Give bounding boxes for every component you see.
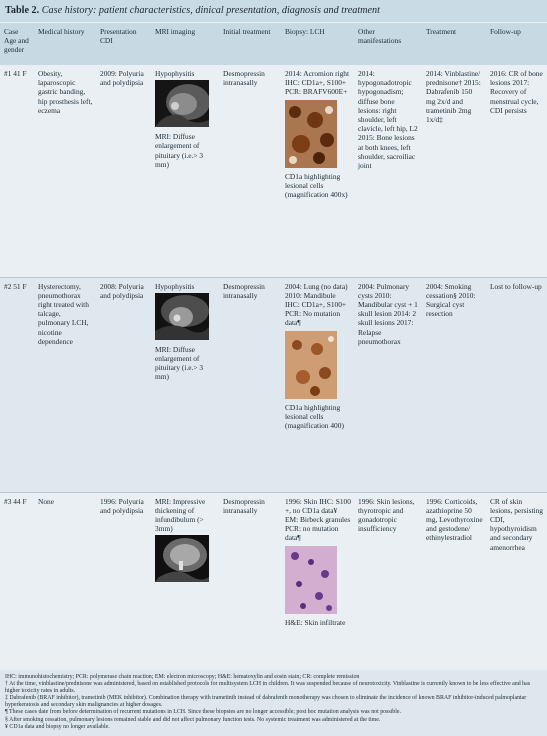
mri-image xyxy=(155,293,209,340)
table-title xyxy=(0,0,547,22)
header-mri: MRI imaging xyxy=(151,23,219,65)
header-case: Case Age and gender xyxy=(0,23,34,65)
mri-caption: MRI: Diffuse enlargement of pituitary (i.e.> 3 mm) xyxy=(155,344,204,382)
treatment-cell: 1996: Corticoids, azathioprine 50 mg, Levothyroxine and gestodene/ ethinylestradiol xyxy=(422,492,486,709)
header-followup: Follow-up xyxy=(486,23,547,65)
case-cell: #3 44 F xyxy=(0,492,34,709)
history-cell: None xyxy=(34,492,96,709)
footnote: ¥ CD1a data and biopsy no longer available. xyxy=(5,723,110,730)
footnote: ‡ Dabrafenib (BRAF inhibitor), trametinib (MEK inhibitor). Combination therapy with trametinib instead of dabrafenib monotherapy was chosen to eliminate the incidence of known BRAF inhibitor-induced palmoplantar hyperkeratosis and secondary skin malignancies at higher dosages. xyxy=(5,695,527,709)
biopsy-cell xyxy=(281,65,354,277)
footnote: IHC: immunohistochemistry; PCR: polymerase chain reaction; EM: electron microscopy; H&E: hematoxylin and eosin stain; CR: complete remission xyxy=(5,674,360,680)
header-row xyxy=(0,23,547,65)
case-cell: #1 41 F xyxy=(0,65,34,277)
presentation-cell: 2009: Polyuria and polydipsia xyxy=(96,65,151,277)
biopsy-image xyxy=(285,100,337,168)
biopsy-text: 2004: Lung (no data) 2010: Mandibule IHC: CD1a+, S100+ PCR: No mutation data¶ xyxy=(285,281,348,328)
mri-caption: MRI: Diffuse enlargement of pituitary (i.e.> 3 mm) xyxy=(155,132,204,169)
other-cell: 2004: Pulmonary cysts 2010: Mandibular cyst + 1 skull lesion 2014: 2 skull lesions 2017: Relapse pneumothorax xyxy=(354,277,422,492)
biopsy-text: 1996: Skin IHC: S100 +, no CD1a data¥ EM: Birbeck granules PCR: no mutation data¶ xyxy=(285,496,351,543)
treatment-cell: 2004: Smoking cessation§ 2010: Surgical cyst resection xyxy=(422,277,486,492)
mri-image xyxy=(155,535,209,582)
mri-cell xyxy=(151,277,219,492)
presentation-cell: 2008: Polyuria and polydipsia xyxy=(96,277,151,492)
mri-title: MRI: Impressive thickening of infundibulum (> 3mm) xyxy=(155,496,206,534)
followup-cell: CR of skin lesions, persisting CDI, hypothyroidism and secondary amenorrhea xyxy=(486,492,547,709)
biopsy-text: 2014: Acromion right IHC: CD1a+, S100+ PCR: BRAFV600E+ xyxy=(285,69,350,97)
footnotes xyxy=(0,670,547,736)
biopsy-image xyxy=(285,546,337,614)
history-cell: Obesity, laparoscopic gastric banding, hip prosthesis left, eczema xyxy=(34,65,96,277)
presentation-cell: 1996: Polyuria and polydipsia xyxy=(96,492,151,709)
mri-cell xyxy=(151,65,219,277)
mri-title: Hypophysitis xyxy=(155,281,195,291)
biopsy-cell xyxy=(281,277,354,492)
header-other: Other manifestations xyxy=(354,23,422,65)
table-caption: Case history: patient characteristics, dinical presentation, diagnosis and treatment xyxy=(41,5,380,16)
table-row xyxy=(0,277,547,492)
biopsy-image xyxy=(285,331,337,399)
footnote: † At the time, vinblastine/prednisone was administered, based on established protocols for multisystem LCH in children. It was suspended because of neurotoxicity. Vinblastine is currently known to be less effective and has higher toxicity rates in adults. xyxy=(5,681,530,695)
other-cell: 1996: Skin lesions, thyrotropic and gonadotropic insufficiency xyxy=(354,492,422,709)
table-label: Table 2. xyxy=(5,5,40,16)
header-treatment: Treatment xyxy=(422,23,486,65)
case-cell: #2 51 F xyxy=(0,277,34,492)
biopsy-caption: CD1a highlighting lesional cells (magnification 400x) xyxy=(285,171,348,200)
biopsy-caption: H&E: Skin infiltrate xyxy=(285,617,346,627)
case-history-table xyxy=(0,23,547,709)
history-cell: Hysterectomy, pneumothorax right treated with talcage, pulmonary LCH, nicotine dependence xyxy=(34,277,96,492)
followup-cell: 2016: CR of bone lesions 2017: Recovery of menstrual cycle, CDI persists xyxy=(486,65,547,277)
header-biopsy: Biopsy: LCH xyxy=(281,23,354,65)
header-presentation: Presentation CDI xyxy=(96,23,151,65)
biopsy-caption: CD1a highlighting lesional cells (magnification 400) xyxy=(285,402,344,430)
header-history: Medical history xyxy=(34,23,96,65)
header-initial: Initial treatment xyxy=(219,23,281,65)
footnote: § After smoking cessation, pulmonary lesions remained stable and did not affect pulmonary function tests. No systemic treatment was administered at the time. xyxy=(5,716,381,723)
footnote: ¶ These cases date from before determination of recurrent mutations in LCH. Since these biopsies are no longer accessible; post hoc mutation analysis was not possible. xyxy=(5,709,401,716)
other-cell: 2014: hypogonadotropic hypogonadism; diffuse bone lesions: right shoulder, left clavicle, left hip, L2 2015: Bone lesions at both knees, left shoulder, sacroiliac joint xyxy=(354,65,422,277)
treatment-cell: 2014: Vinblastine/ prednisone† 2015: Dabrafenib 150 mg 2x/d and trametinib 2mg 1x/d‡ xyxy=(422,65,486,277)
mri-title: Hypophysitis xyxy=(155,69,195,78)
followup-cell: Lost to follow-up xyxy=(486,277,547,492)
initial-cell: Desmopressin intranasally xyxy=(219,492,281,709)
initial-cell: Desmopressin intranasally xyxy=(219,277,281,492)
initial-cell: Desmopressin intranasally xyxy=(219,65,281,277)
mri-image xyxy=(155,80,209,127)
table-row xyxy=(0,65,547,277)
